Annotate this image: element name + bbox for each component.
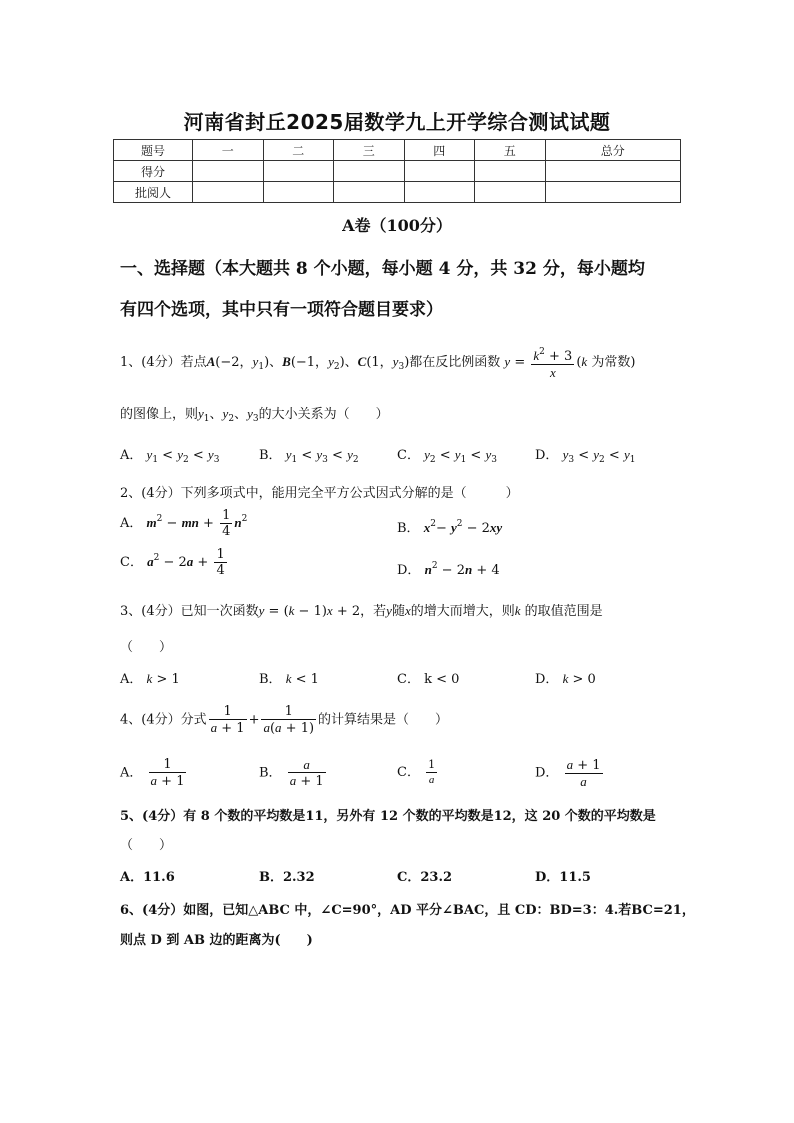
score-cell[interactable] [475,161,546,182]
question-6-line2: 则点 D 到 AB 边的距离为( ) [120,933,313,948]
score-cell[interactable] [193,161,264,182]
question-3-paren: （ ） [120,640,173,655]
section-a-title: A卷（100分） [342,216,452,235]
q5-option-b[interactable]: B．2.32 [259,870,315,885]
score-row [114,161,681,182]
q2-option-a[interactable]: A． $m^2$ − mn + $\frac{1}{4}$ $n^2$ [120,508,248,539]
question-1-line2: 的图像上，则$y_1$、$y_2$、$y_3$的大小关系为（ ） [120,406,389,424]
score-cell[interactable] [263,182,334,203]
q2-option-d[interactable]: D． $n^2 - 2n + 4$ [397,561,500,578]
score-header-cell: 题号 [114,140,193,161]
question-5-stem: 5、(4分）有 8 个数的平均数是11，另外有 12 个数的平均数是12，这 20 个数的平均数是 [120,809,656,824]
score-cell[interactable] [334,182,405,203]
question-3-line1: 3、(4分）已知一次函数y = (k − 1)x + 2，若y随x的增大而增大，则k 的取值范围是 [120,603,603,619]
question-6-line1: 6、(4分）如图，已知△ABC 中，∠C=90°，AD 平分∠BAC，且 CD：BD=3：4.若BC=21， [120,903,695,918]
q1-option-b[interactable]: B． $y_1 < y_3 < y_2$ [259,447,359,465]
score-table [113,139,681,203]
q4-option-d[interactable]: D． $\frac{a + 1}{a}$ [535,757,601,789]
score-cell[interactable] [334,161,405,182]
section-heading-line1: 一、选择题（本大题共 8 个小题，每小题 4 分，共 32 分，每小题均 [120,259,645,279]
exam-title: 河南省封丘2025届数学九上开学综合测试试题 [183,110,611,134]
question-5-paren: （ ） [120,838,173,853]
section-heading-line2: 有四个选项，其中只有一项符合题目要求） [120,300,443,320]
q3-option-c[interactable]: C． k < 0 [397,672,460,687]
score-table-header-row [114,140,681,161]
q2-option-c[interactable]: C． $a^2 - 2a$ + $\frac{1}{4}$ [120,547,225,578]
q5-option-c[interactable]: C．23.2 [397,870,453,885]
fraction: $\frac{k^2 + 3}{x}$ [533,347,573,380]
q4-option-c[interactable]: C． $\frac{1}{a}$ [397,758,436,786]
score-header-cell: 五 [475,140,546,161]
score-header-cell: 三 [334,140,405,161]
score-header-cell: 一 [193,140,264,161]
question-2-stem: 2、(4分）下列多项式中，能用完全平方公式因式分解的是（ ） [120,486,519,501]
q1-option-d[interactable]: D． $y_3 < y_2 < y_1$ [535,447,636,465]
score-cell[interactable] [263,161,334,182]
q3-option-a[interactable]: A． k > 1 [120,671,180,687]
q4-option-b[interactable]: B． $\frac{a}{a + 1}$ [259,757,324,789]
q1-option-a[interactable]: A． $y_1 < y_2 < y_3$ [120,447,220,465]
q3-option-d[interactable]: D． k > 0 [535,671,596,687]
score-cell[interactable] [404,182,475,203]
q3-option-b[interactable]: B． k < 1 [259,671,319,687]
q4-option-a[interactable]: A． $\frac{1}{a + 1}$ [120,757,185,789]
score-row-label: 批阅人 [114,182,193,203]
score-row-label: 得分 [114,161,193,182]
question-4-stem: 4、(4分）分式 $\frac{1}{a + 1}$ + $\frac{1}{a(a + 1)}$ 的计算结果是（ ） [120,704,449,736]
score-cell[interactable] [545,182,681,203]
q2-option-b[interactable]: B． $x^2- y^2 - 2xy$ [397,519,503,536]
score-cell[interactable] [193,182,264,203]
score-cell[interactable] [404,161,475,182]
score-header-cell: 总分 [545,140,681,161]
score-cell[interactable] [545,161,681,182]
q5-option-d[interactable]: D．11.5 [535,870,591,885]
q5-option-a[interactable]: A．11.6 [120,870,175,885]
grader-row [114,182,681,203]
score-header-cell: 四 [404,140,475,161]
q1-option-c[interactable]: C． $y_2 < y_1 < y_3$ [397,447,497,465]
question-1-line1: 1、(4分）若点A(−2，$y_1$)、B(−1，$y_2$)、C(1，$y_3$)都在反比例函数 y = $\frac{k^2 + 3}{x}$ (k 为常数) [120,347,636,380]
score-header-cell: 二 [263,140,334,161]
score-cell[interactable] [475,182,546,203]
